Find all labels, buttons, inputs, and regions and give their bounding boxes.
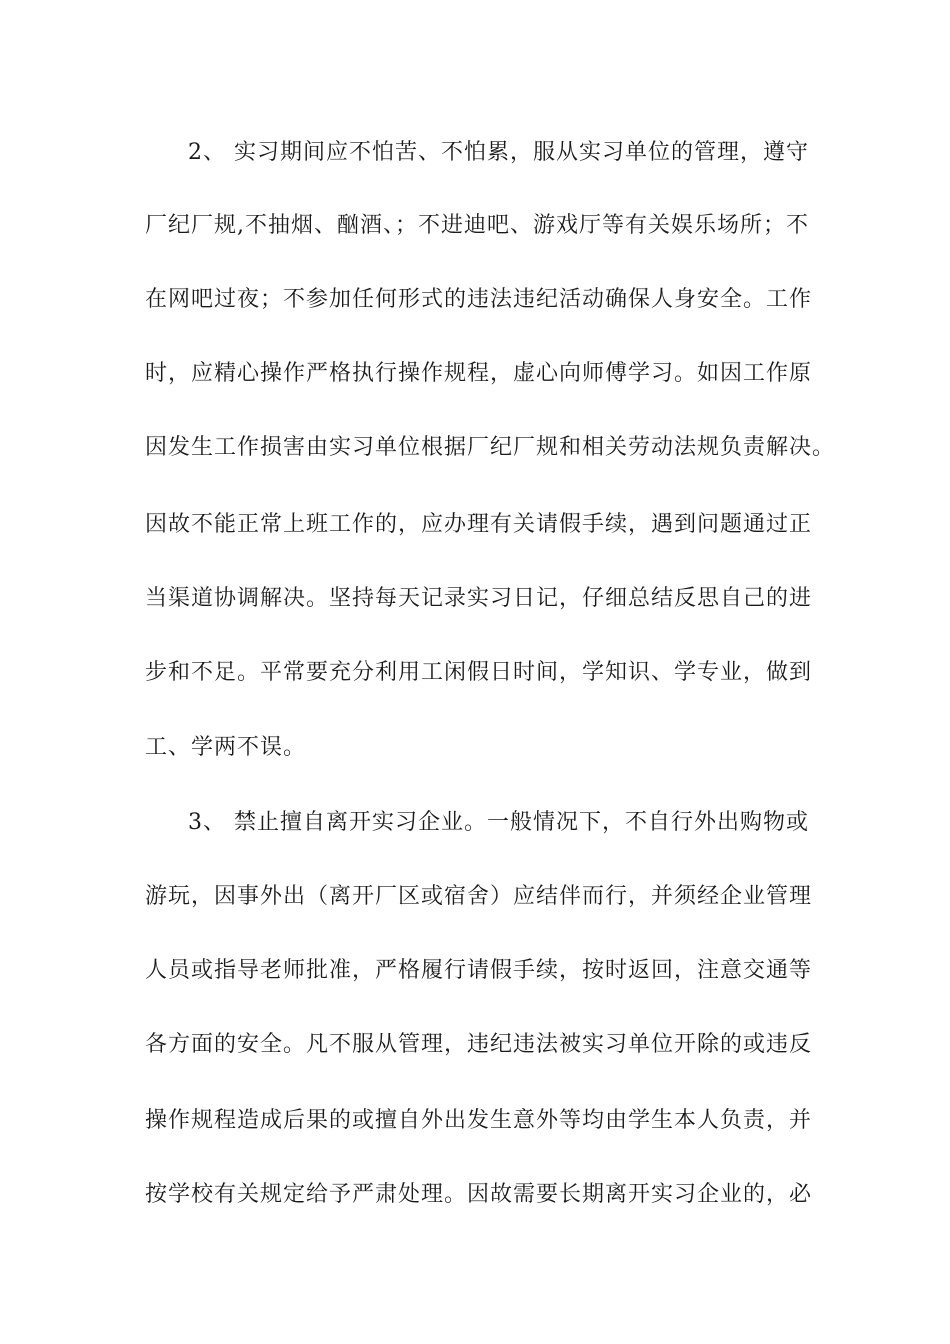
paragraph-2-line-6: 因故不能正常上班工作的，应办理有关请假手续，遇到问题通过正: [145, 512, 813, 537]
paragraph-2-line-1: 2、 实习期间应不怕苦、不怕累，服从实习单位的管理，遵守: [188, 140, 809, 165]
paragraph-3-line-3: 人员或指导老师批准，严格履行请假手续，按时返回，注意交通等: [145, 958, 813, 983]
paragraph-3-line-5: 操作规程造成后果的或擅自外出发生意外等均由学生本人负责，并: [145, 1108, 813, 1133]
paragraph-2-line-9: 工、学两不误。: [145, 735, 307, 760]
paragraph-3-line-2: 游玩，因事外出（离开厂区或宿舍）应结伴而行，并须经企业管理: [145, 884, 813, 909]
paragraph-3-line-1: 3、 禁止擅自离开实习企业。一般情况下，不自行外出购物或: [188, 810, 809, 835]
paragraph-2-line-4: 时，应精心操作严格执行操作规程，虚心向师傅学习。如因工作原: [145, 361, 813, 386]
paragraph-3-line-6: 按学校有关规定给予严肃处理。因故需要长期离开实习企业的，必: [145, 1182, 813, 1207]
paragraph-3-line-4: 各方面的安全。凡不服从管理，违纪违法被实习单位开除的或违反: [145, 1032, 813, 1057]
paragraph-2-line-8: 步和不足。平常要充分利用工闲假日时间，学知识、学专业，做到: [145, 660, 813, 685]
paragraph-2-line-7: 当渠道协调解决。坚持每天记录实习日记，仔细总结反思自己的进: [145, 586, 813, 611]
paragraph-2-line-5: 因发生工作损害由实习单位根据厂纪厂规和相关劳动法规负责解决。: [145, 435, 836, 460]
paragraph-2-line-2: 厂纪厂规,不抽烟、酗酒、；不进迪吧、游戏厅等有关娱乐场所；不: [145, 213, 809, 238]
paragraph-2-line-3: 在网吧过夜；不参加任何形式的违法违纪活动确保人身安全。工作: [145, 287, 813, 312]
